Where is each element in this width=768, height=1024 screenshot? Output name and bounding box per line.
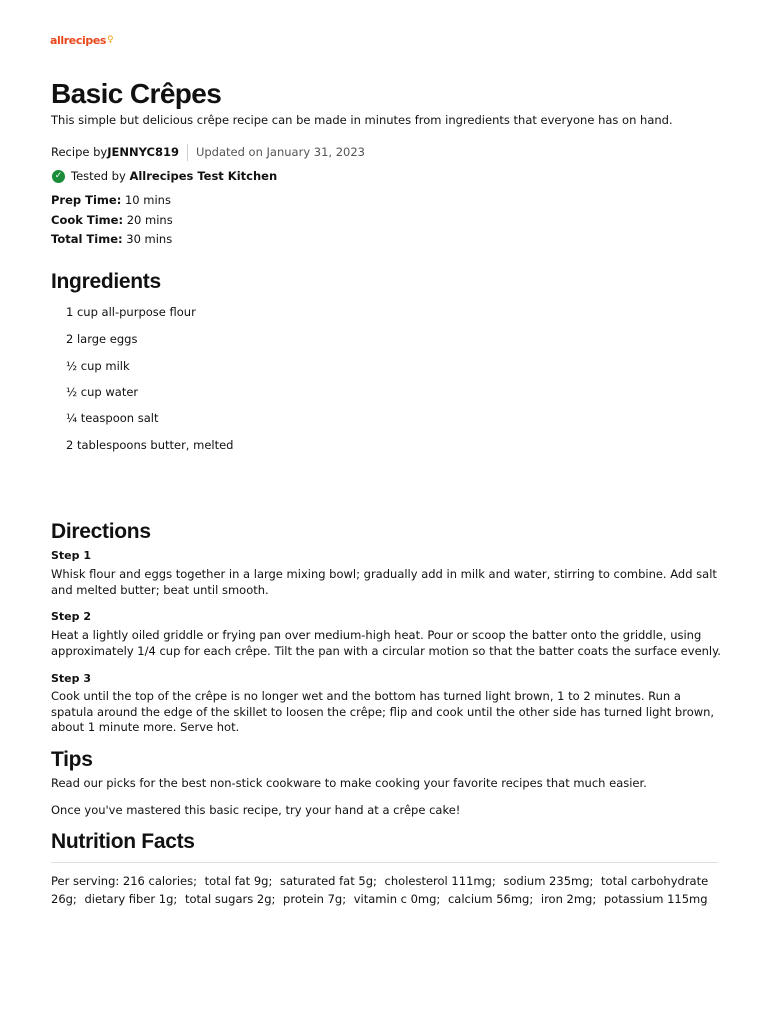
cook-time-label: Cook Time: (51, 213, 124, 227)
prep-time-value: 10 mins (121, 193, 171, 207)
step-label: Step 2 (51, 610, 91, 623)
recipe-description: This simple but delicious crêpe recipe can be made in minutes from ingredients that everyone has on hand. (51, 113, 673, 127)
ingredient-item: 2 tablespoons butter, melted (66, 438, 234, 452)
byline-prefix: Recipe by (51, 145, 108, 159)
nutrition-item: sodium 235mg; (503, 874, 594, 888)
nutrition-item: saturated fat 5g; (279, 874, 377, 888)
nutrition-item: cholesterol 111mg; (384, 874, 496, 888)
updated-date: Updated on January 31, 2023 (195, 145, 365, 159)
nutrition-item: total sugars 2g; (184, 892, 276, 906)
recipe-byline (51, 144, 365, 161)
tips-heading: Tips (51, 748, 93, 771)
nutrition-item: potassium 115mg (603, 892, 708, 906)
cook-time-value: 20 mins (123, 213, 173, 227)
cook-time (51, 213, 173, 228)
logo-text: allrecipes (50, 34, 107, 47)
nutrition-item: protein 7g; (283, 892, 347, 906)
allrecipes-logo[interactable] (50, 33, 113, 48)
nutrition-item: iron 2mg; (540, 892, 597, 906)
ingredient-item: ½ cup milk (66, 359, 130, 373)
nutrition-item: calcium 56mg; (447, 892, 534, 906)
step-label: Step 1 (51, 549, 91, 562)
nutrition-item: vitamin c 0mg; (353, 892, 441, 906)
total-time-value: 30 mins (122, 232, 173, 246)
nutrition-item: Per serving: 216 calories; (51, 874, 197, 888)
check-circle-icon: ✓ (52, 170, 65, 183)
author-link[interactable]: JENNYC819 (107, 145, 179, 159)
recipe-title: Basic Crêpes (51, 78, 222, 109)
directions-heading: Directions (51, 520, 151, 543)
step-label: Step 3 (51, 672, 91, 685)
nutrition-heading: Nutrition Facts (51, 830, 195, 853)
nutrition-item: dietary fiber 1g; (84, 892, 178, 906)
step-text: Heat a lightly oiled griddle or frying pan over medium-high heat. Pour or scoop the batter onto the griddle, using approximately 1/4 cup for each crêpe. Tilt the pan with a circular motion so that the batter coats the surface evenly. (51, 628, 721, 658)
ingredient-item: ½ cup water (66, 385, 139, 399)
tip-item: Read our picks for the best non-stick cookware to make cooking your favorite recipes that much easier. (51, 776, 647, 790)
tested-by (52, 169, 277, 184)
prep-time-label: Prep Time: (51, 193, 122, 207)
nutrition-divider (51, 862, 718, 863)
nutrition-item: total carbohydrate 26g; (51, 874, 709, 906)
ingredient-item: 2 large eggs (66, 332, 138, 346)
ingredient-item: ¼ teaspoon salt (66, 411, 159, 425)
tip-item: Once you've mastered this basic recipe, try your hand at a crêpe cake! (51, 803, 461, 817)
nutrition-summary (51, 872, 723, 908)
ingredients-heading: Ingredients (51, 270, 161, 293)
total-time-label: Total Time: (51, 232, 123, 246)
step-text: Cook until the top of the crêpe is no longer wet and the bottom has turned light brown, 1 to 2 minutes. Run a spatula around the edge of the skillet to loosen the crêpe; flip and cook until the other side has turned light brown, about 1 minute more. Serve hot. (51, 689, 715, 734)
prep-time (51, 193, 171, 208)
test-kitchen-link[interactable]: Allrecipes Test Kitchen (129, 169, 278, 183)
nutrition-item: total fat 9g; (204, 874, 273, 888)
logo-mark-icon: ♀ (107, 35, 114, 45)
byline-divider (187, 144, 188, 161)
step-text: Whisk flour and eggs together in a large mixing bowl; gradually add in milk and water, stirring to combine. Add salt and melted butter; beat until smooth. (51, 567, 717, 597)
total-time (51, 232, 172, 247)
ingredient-item: 1 cup all-purpose flour (66, 305, 196, 319)
tested-prefix: Tested by (71, 169, 126, 183)
